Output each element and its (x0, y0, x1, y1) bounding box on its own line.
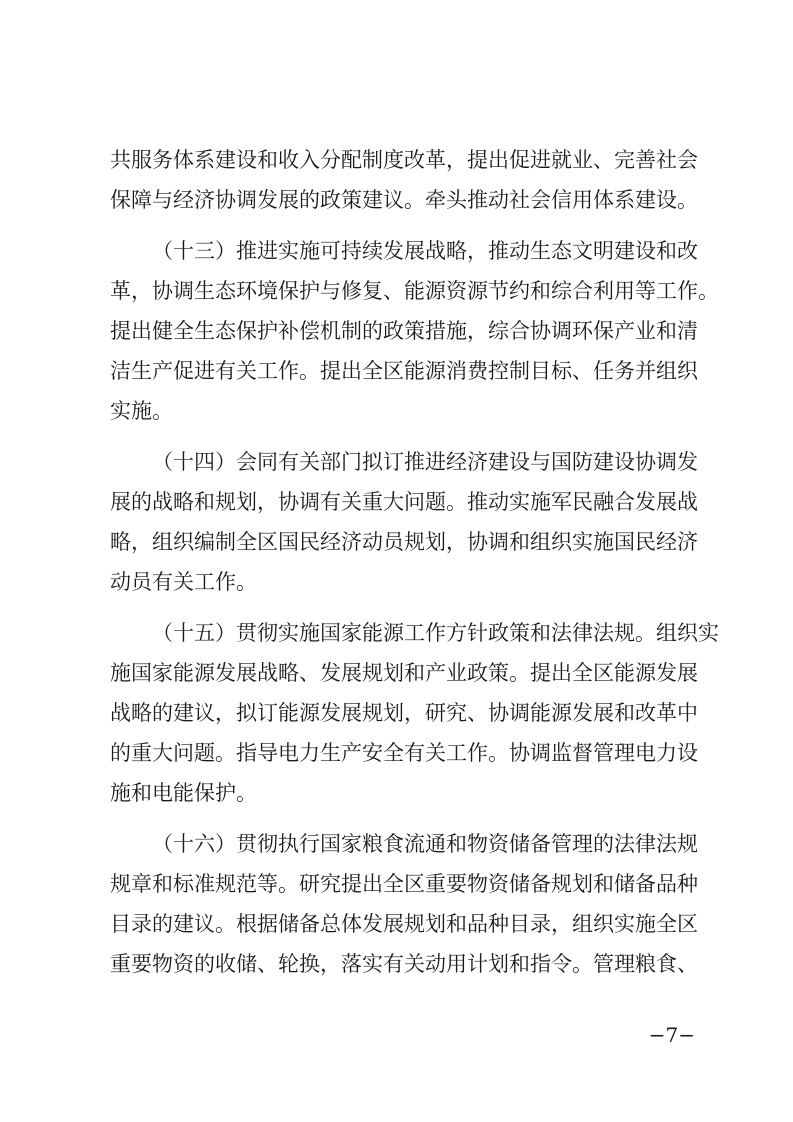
text-line: 略，组织编制全区国民经济动员规划，协调和组织实施国民经济 (110, 530, 698, 554)
body-text (110, 140, 719, 984)
text-line: （十六）贯彻执行国家粮食流通和物资储备管理的法律法规 (152, 832, 698, 856)
page-number: −7− (648, 1023, 695, 1047)
text-line: 目录的建议。根据储备总体发展规划和品种目录，组织实施全区 (110, 912, 698, 936)
text-line: 战略的建议，拟订能源发展规划，研究、协调能源发展和改革中 (110, 701, 698, 725)
paragraph (110, 613, 719, 813)
text-line: （十四）会同有关部门拟订推进经济建设与国防建设协调发 (152, 450, 698, 474)
text-line: 动员有关工作。 (110, 570, 257, 594)
text-line: 施国家能源发展战略、发展规划和产业政策。提出全区能源发展 (110, 661, 698, 685)
paragraph (110, 231, 719, 431)
text-line: 提出健全生态保护补偿机制的政策措施，综合协调环保产业和清 (110, 319, 698, 343)
text-line: 保障与经济协调发展的政策建议。牵头推动社会信用体系建设。 (110, 188, 698, 212)
text-line: 共服务体系建设和收入分配制度改革，提出促进就业、完善社会 (110, 148, 698, 172)
text-line: 实施。 (110, 399, 173, 423)
text-line: 重要物资的收储、轮换，落实有关动用计划和指令。管理粮食、 (110, 952, 698, 976)
paragraph (110, 140, 698, 220)
text-line: （十五）贯彻实施国家能源工作方针政策和法律法规。组织实 (152, 621, 719, 645)
text-line: 展的战略和规划，协调有关重大问题。推动实施军民融合发展战 (110, 490, 698, 514)
text-line: （十三）推进实施可持续发展战略，推动生态文明建设和改 (152, 239, 698, 263)
text-line: 规章和标准规范等。研究提出全区重要物资储备规划和储备品种 (110, 872, 698, 896)
paragraph (110, 442, 698, 602)
paragraph (110, 824, 698, 984)
text-line: 的重大问题。指导电力生产安全有关工作。协调监督管理电力设 (110, 741, 698, 765)
text-line: 革，协调生态环境保护与修复、能源资源节约和综合利用等工作。 (110, 279, 719, 303)
text-line: 施和电能保护。 (110, 781, 257, 805)
text-line: 洁生产促进有关工作。提出全区能源消费控制目标、任务并组织 (110, 359, 698, 383)
